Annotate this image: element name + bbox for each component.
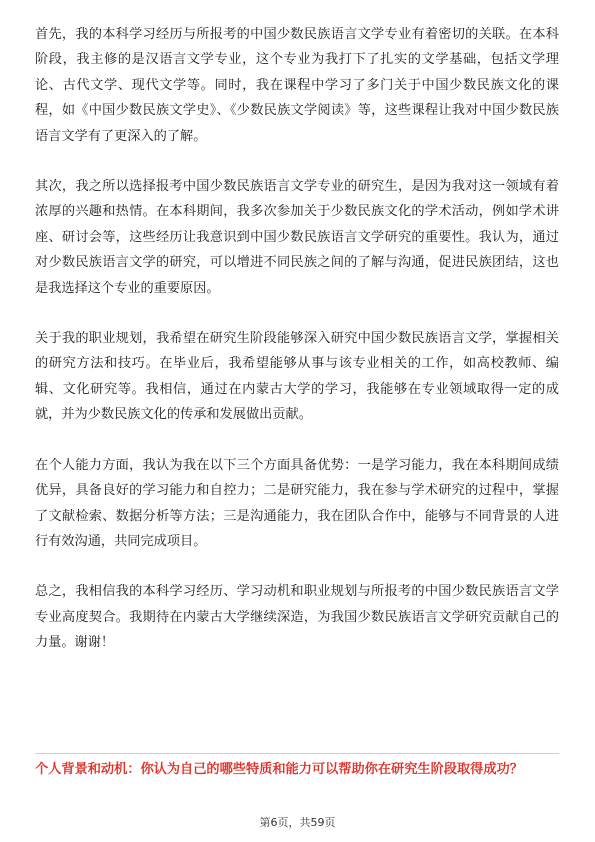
paragraph-gap <box>35 554 559 579</box>
question-heading: 个人背景和动机：你认为自己的哪些特质和能力可以帮助你在研究生阶段取得成功？ <box>35 762 523 777</box>
paragraph-undergraduate-background: 首先，我的本科学习经历与所报考的中国少数民族语言文学专业有着密切的关联。在本科阶段，我主修的是汉语言文学专业，这个专业为我打下了扎实的文学基础，包括文学理论、古代文学、现代文学等。同时，我在课程中学习了多门关于中国少数民族文化的课程，如《中国少数民族文学史》、《少数民族文学阅读》等，这些课程让我对中国少数民族语言文学有了更深入的了解。 <box>35 27 559 144</box>
paragraph-gap <box>35 428 559 453</box>
paragraph-personal-abilities: 在个人能力方面，我认为我在以下三个方面具备优势：一是学习能力，我在本科期间成绩优异，具备良好的学习能力和自控力；二是研究能力，我在参与学术研究的过程中，掌握了文献检索、数据分析等方法；三是沟通能力，我在团队合作中，能够与不同背景的人进行有效沟通，共同完成项目。 <box>35 457 559 549</box>
paragraph-gap <box>35 301 559 326</box>
paragraph-career-plan: 关于我的职业规划，我希望在研究生阶段能够深入研究中国少数民族语言文学，掌握相关的研究方法和技巧。在毕业后，我希望能够从事与该专业相关的工作，如高校教师、编辑、文化研究等。我相信，通过在内蒙古大学的学习，我能够在专业领域取得一定的成就，并为少数民族文化的传承和发展做出贡献。 <box>35 331 559 423</box>
paragraph-motivation: 其次，我之所以选择报考中国少数民族语言文学专业的研究生，是因为我对这一领域有着浓厚的兴趣和热情。在本科期间，我多次参加关于少数民族文化的学术活动，例如学术讲座、研讨会等，这些经历让我意识到中国少数民族语言文学研究的重要性。我认为，通过对少数民族语言文学的研究，可以增进不同民族之间的了解与沟通，促进民族团结，这也是我选择这个专业的重要原因。 <box>35 179 559 296</box>
section-divider <box>35 753 559 754</box>
paragraph-gap <box>35 149 559 174</box>
page-number-footer: 第6页，共59页 <box>259 816 336 829</box>
paragraph-conclusion: 总之，我相信我的本科学习经历、学习动机和职业规划与所报考的中国少数民族语言文学专业高度契合。我期待在内蒙古大学继续深造，为我国少数民族语言文学研究贡献自己的力量。谢谢！ <box>35 584 559 651</box>
document-body <box>35 22 559 656</box>
